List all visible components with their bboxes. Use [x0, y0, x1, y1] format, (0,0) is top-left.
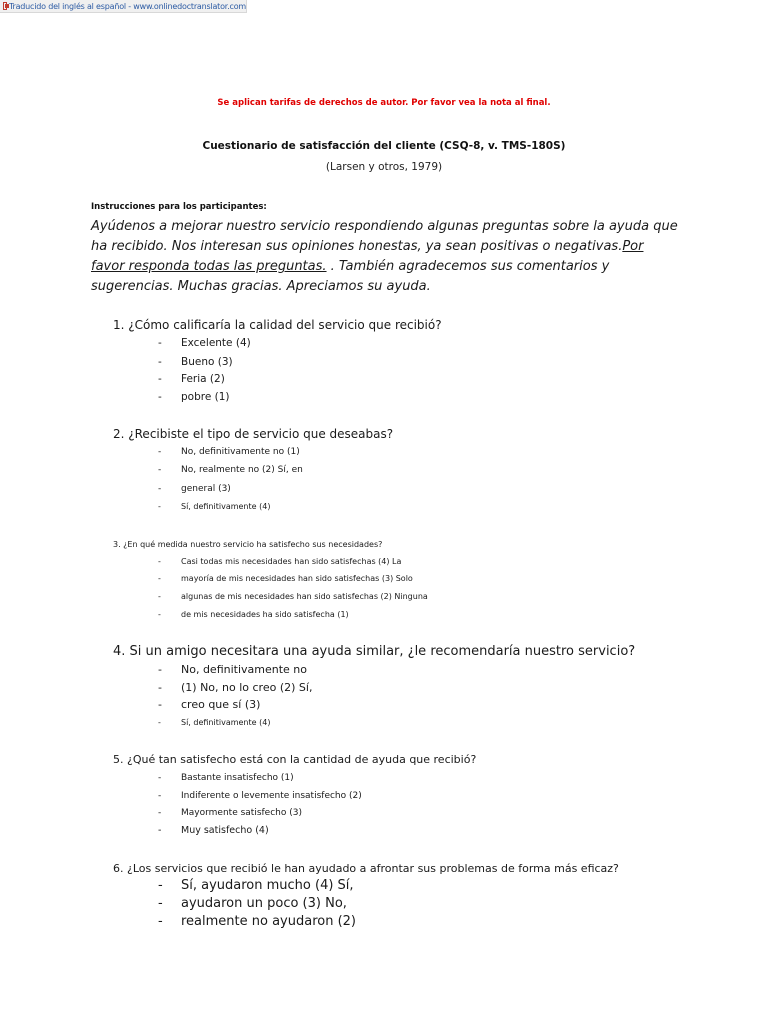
- question-5-option-3: [158, 808, 302, 818]
- bullet-dash: -: [158, 808, 162, 818]
- option-label: general (3): [181, 484, 231, 494]
- bullet-dash: -: [158, 773, 162, 783]
- bullet-dash: -: [158, 663, 162, 676]
- question-5-option-4: [158, 825, 269, 836]
- question-3-option-3: [158, 592, 428, 601]
- translator-logo-icon: [3, 2, 7, 10]
- option-label: realmente no ayudaron (2): [181, 914, 357, 929]
- page-title: Cuestionario de satisfacción del cliente (CSQ-8, v. TMS-180S): [202, 140, 566, 152]
- bullet-dash: -: [158, 391, 162, 403]
- option-label: Sí, definitivamente (4): [181, 718, 271, 727]
- bullet-dash: -: [158, 878, 163, 893]
- bullet-dash: -: [158, 574, 161, 583]
- option-label: No, definitivamente no: [181, 663, 308, 676]
- bullet-dash: -: [158, 557, 161, 566]
- question-1-option-1: [158, 337, 251, 349]
- bullet-dash: -: [158, 914, 163, 929]
- option-label: Bueno (3): [181, 356, 233, 368]
- option-label: Sí, definitivamente (4): [181, 502, 271, 511]
- bullet-dash: -: [158, 373, 162, 385]
- bullet-dash: -: [158, 791, 162, 801]
- option-label: Mayormente satisfecho (3): [181, 808, 302, 818]
- instructions-underlined: Por favor responda todas las preguntas.: [91, 239, 644, 274]
- question-5-option-2: [158, 791, 362, 801]
- question-3-option-4: [158, 610, 349, 619]
- option-label: Feria (2): [181, 373, 225, 385]
- question-2-option-2: [158, 465, 303, 475]
- question-2-option-4: [158, 502, 270, 511]
- question-4: 4. Si un amigo necesitara una ayuda similar, ¿le recomendaría nuestro servicio?: [113, 644, 636, 659]
- question-5-option-1: [158, 773, 294, 783]
- question-6: 6. ¿Los servicios que recibió le han ayudado a afrontar sus problemas de forma más eficaz?: [113, 862, 619, 875]
- question-5: 5. ¿Qué tan satisfecho está con la cantidad de ayuda que recibió?: [113, 753, 477, 766]
- bullet-dash: -: [158, 592, 161, 601]
- question-1-option-2: [158, 356, 233, 368]
- option-label: de mis necesidades ha sido satisfecha (1): [181, 610, 349, 619]
- option-label: ayudaron un poco (3) No,: [181, 896, 347, 911]
- instructions-heading: Instrucciones para los participantes:: [91, 202, 267, 212]
- option-label: pobre (1): [181, 391, 230, 403]
- question-6-option-1: [158, 878, 354, 893]
- translator-bar[interactable]: [0, 0, 247, 13]
- bullet-dash: -: [158, 447, 162, 457]
- question-1: 1. ¿Cómo calificaría la calidad del servicio que recibió?: [113, 318, 442, 332]
- bullet-dash: -: [158, 610, 161, 619]
- question-4-option-1: [158, 663, 307, 676]
- option-label: creo que sí (3): [181, 698, 261, 711]
- page-subtitle: (Larsen y otros, 1979): [325, 161, 443, 173]
- copyright-notice: Se aplican tarifas de derechos de autor. Por favor vea la nota al final.: [217, 98, 551, 108]
- bullet-dash: -: [158, 484, 162, 494]
- option-label: No, realmente no (2) Sí, en: [181, 465, 303, 475]
- option-label: Sí, ayudaron mucho (4) Sí,: [181, 878, 354, 893]
- question-1-option-4: [158, 391, 230, 403]
- question-3: 3. ¿En qué medida nuestro servicio ha satisfecho sus necesidades?: [113, 540, 383, 549]
- bullet-dash: -: [158, 465, 162, 475]
- option-label: algunas de mis necesidades han sido satisfechas (2) Ninguna: [181, 592, 428, 601]
- bullet-dash: -: [158, 337, 162, 349]
- question-2-option-1: [158, 447, 300, 457]
- bullet-dash: -: [158, 502, 161, 511]
- option-label: Casi todas mis necesidades han sido satisfechas (4) La: [181, 557, 402, 566]
- bullet-dash: -: [158, 681, 162, 694]
- option-label: mayoría de mis necesidades han sido satisfechas (3) Solo: [181, 574, 413, 583]
- question-4-option-3: [158, 698, 260, 711]
- question-6-option-3: [158, 914, 356, 929]
- option-label: (1) No, no lo creo (2) Sí,: [181, 681, 313, 694]
- bullet-dash: -: [158, 825, 162, 836]
- instructions-text-part-2: . También agradecemos sus comentarios y sugerencias. Muchas gracias. Apreciamos su ayuda.: [91, 259, 610, 294]
- question-2: 2. ¿Recibiste el tipo de servicio que deseabas?: [113, 427, 394, 441]
- bullet-dash: -: [158, 698, 162, 711]
- translator-link[interactable]: Traducido del inglés al español - www.onlinedoctranslator.com: [9, 1, 246, 11]
- question-4-option-4: [158, 718, 270, 727]
- option-label: Excelente (4): [181, 337, 251, 349]
- question-4-option-2: [158, 681, 312, 694]
- instructions-text-part-1: Ayúdenos a mejorar nuestro servicio respondiendo algunas preguntas sobre la ayuda que ha recibido. Nos interesan sus opiniones honestas, ya sean positivas o negativas.: [91, 219, 678, 254]
- bullet-dash: -: [158, 356, 162, 368]
- option-label: Bastante insatisfecho (1): [181, 773, 294, 783]
- question-6-option-2: [158, 896, 347, 911]
- bullet-dash: -: [158, 896, 163, 911]
- question-1-option-3: [158, 373, 225, 385]
- question-3-option-2: [158, 574, 413, 583]
- option-label: Muy satisfecho (4): [181, 825, 269, 836]
- question-2-option-3: [158, 484, 231, 494]
- question-3-option-1: [158, 557, 401, 566]
- option-label: Indiferente o levemente insatisfecho (2): [181, 791, 362, 801]
- instructions-text: [91, 217, 681, 297]
- bullet-dash: -: [158, 718, 161, 727]
- option-label: No, definitivamente no (1): [181, 447, 300, 457]
